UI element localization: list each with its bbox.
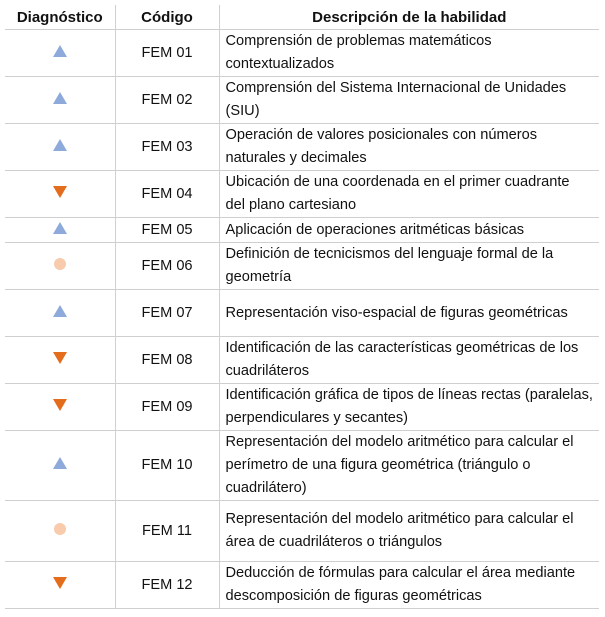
- diagnostic-cell: [5, 77, 115, 124]
- diagnostic-cell: [5, 384, 115, 431]
- table-row: [5, 384, 599, 431]
- diagnostic-cell: [5, 337, 115, 384]
- table-row: [5, 431, 599, 501]
- code-cell: FEM 08: [115, 337, 219, 384]
- skills-table: [5, 5, 599, 609]
- triangle-down-icon: [53, 352, 67, 364]
- code-cell: FEM 11: [115, 501, 219, 562]
- table-row: [5, 77, 599, 124]
- triangle-down-icon: [53, 577, 67, 589]
- code-cell: FEM 09: [115, 384, 219, 431]
- table-row: [5, 337, 599, 384]
- diagnostic-cell: [5, 30, 115, 77]
- diagnostic-cell: [5, 218, 115, 243]
- code-cell: FEM 06: [115, 243, 219, 290]
- triangle-up-icon: [53, 45, 67, 57]
- header-diagnostico: Diagnóstico: [5, 5, 115, 30]
- header-row: [5, 5, 599, 30]
- code-cell: FEM 12: [115, 562, 219, 609]
- description-cell: Representación del modelo aritmético para calcular el perímetro de una figura geométrica (triángulo o cuadrilátero): [219, 431, 599, 501]
- code-cell: FEM 02: [115, 77, 219, 124]
- header-codigo: Código: [115, 5, 219, 30]
- table-row: [5, 218, 599, 243]
- description-cell: Representación del modelo aritmético para calcular el área de cuadriláteros o triángulos: [219, 501, 599, 562]
- description-cell: Definición de tecnicismos del lenguaje formal de la geometría: [219, 243, 599, 290]
- triangle-down-icon: [53, 399, 67, 411]
- circle-icon: [54, 258, 66, 270]
- code-cell: FEM 10: [115, 431, 219, 501]
- diagnostic-cell: [5, 171, 115, 218]
- diagnostic-cell: [5, 243, 115, 290]
- code-cell: FEM 04: [115, 171, 219, 218]
- table-row: [5, 171, 599, 218]
- header-descripcion: Descripción de la habilidad: [219, 5, 599, 30]
- triangle-down-icon: [53, 186, 67, 198]
- circle-icon: [54, 523, 66, 535]
- code-cell: FEM 07: [115, 290, 219, 337]
- code-cell: FEM 05: [115, 218, 219, 243]
- table-row: [5, 501, 599, 562]
- description-cell: Representación viso-espacial de figuras geométricas: [219, 290, 599, 337]
- triangle-up-icon: [53, 305, 67, 317]
- table-row: [5, 290, 599, 337]
- code-cell: FEM 03: [115, 124, 219, 171]
- triangle-up-icon: [53, 139, 67, 151]
- diagnostic-cell: [5, 290, 115, 337]
- triangle-up-icon: [53, 457, 67, 469]
- description-cell: Identificación gráfica de tipos de líneas rectas (paralelas, perpendiculares y secantes): [219, 384, 599, 431]
- description-cell: Deducción de fórmulas para calcular el área mediante descomposición de figuras geométricas: [219, 562, 599, 609]
- description-cell: Aplicación de operaciones aritméticas básicas: [219, 218, 599, 243]
- description-cell: Operación de valores posicionales con números naturales y decimales: [219, 124, 599, 171]
- triangle-up-icon: [53, 92, 67, 104]
- diagnostic-cell: [5, 431, 115, 501]
- code-cell: FEM 01: [115, 30, 219, 77]
- description-cell: Comprensión del Sistema Internacional de Unidades (SIU): [219, 77, 599, 124]
- table-row: [5, 562, 599, 609]
- diagnostic-cell: [5, 562, 115, 609]
- table-body: [5, 30, 599, 609]
- description-cell: Ubicación de una coordenada en el primer cuadrante del plano cartesiano: [219, 171, 599, 218]
- diagnostic-cell: [5, 501, 115, 562]
- table-row: [5, 30, 599, 77]
- triangle-up-icon: [53, 222, 67, 234]
- diagnostic-cell: [5, 124, 115, 171]
- description-cell: Comprensión de problemas matemáticos contextualizados: [219, 30, 599, 77]
- table-row: [5, 243, 599, 290]
- table-row: [5, 124, 599, 171]
- description-cell: Identificación de las características geométricas de los cuadriláteros: [219, 337, 599, 384]
